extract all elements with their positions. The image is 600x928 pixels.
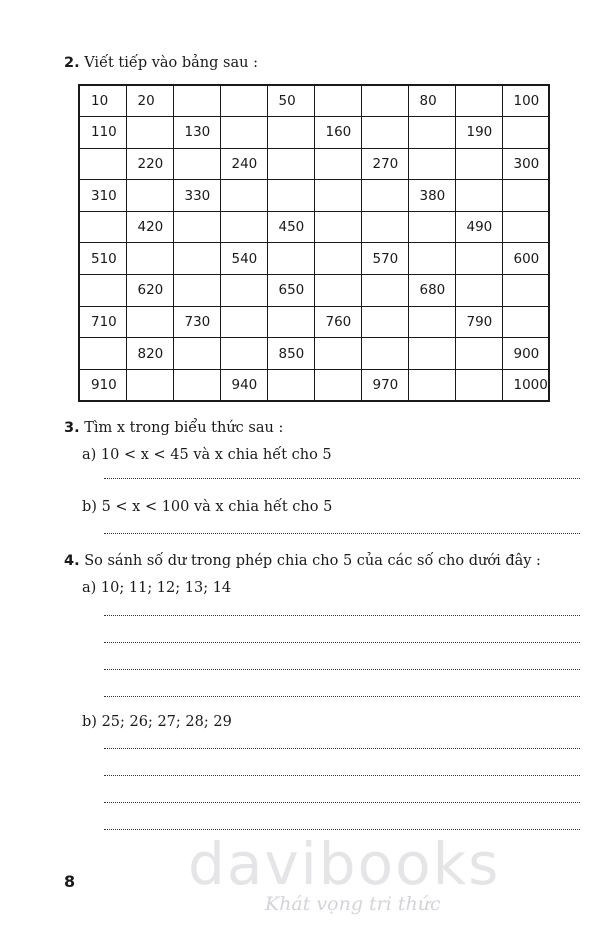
number-table xyxy=(78,84,550,402)
table-cell: 900 xyxy=(502,338,549,370)
table-cell xyxy=(408,338,455,370)
table-cell xyxy=(361,211,408,243)
answer-line-4a-2 xyxy=(104,642,580,643)
question-4b xyxy=(82,714,232,730)
table-row xyxy=(79,180,549,212)
table-cell: 620 xyxy=(126,275,173,307)
table-cell: 710 xyxy=(79,306,126,338)
table-cell xyxy=(220,306,267,338)
table-cell xyxy=(267,306,314,338)
table-cell xyxy=(220,85,267,117)
table-cell xyxy=(314,85,361,117)
question-3b-label: b) xyxy=(82,499,97,515)
table-cell: 20 xyxy=(126,85,173,117)
table-row xyxy=(79,243,549,275)
table-cell xyxy=(220,275,267,307)
table-cell xyxy=(126,306,173,338)
table-cell: 220 xyxy=(126,148,173,180)
table-cell xyxy=(126,180,173,212)
question-3a-text: 10 < x < 45 và x chia hết cho 5 xyxy=(100,447,332,463)
table-cell: 240 xyxy=(220,148,267,180)
table-cell: 130 xyxy=(173,117,220,149)
question-3-title xyxy=(64,420,283,436)
table-cell xyxy=(79,211,126,243)
table-cell xyxy=(361,180,408,212)
table-cell: 910 xyxy=(79,369,126,401)
table-cell xyxy=(267,148,314,180)
table-cell: 270 xyxy=(361,148,408,180)
table-cell xyxy=(502,117,549,149)
table-cell xyxy=(173,243,220,275)
watermark-logo: davibooks xyxy=(188,830,501,898)
table-cell xyxy=(314,148,361,180)
table-cell xyxy=(314,180,361,212)
page-number: 8 xyxy=(64,872,76,891)
table-row xyxy=(79,85,549,117)
table-cell xyxy=(267,369,314,401)
question-3-number: 3. xyxy=(64,420,80,436)
question-4-title xyxy=(64,553,541,569)
table-cell xyxy=(361,338,408,370)
table-cell: 680 xyxy=(408,275,455,307)
table-cell xyxy=(79,275,126,307)
table-cell: 600 xyxy=(502,243,549,275)
table-cell xyxy=(455,369,502,401)
question-3a xyxy=(82,447,332,463)
question-4-number: 4. xyxy=(64,553,80,569)
table-cell xyxy=(361,275,408,307)
table-cell: 380 xyxy=(408,180,455,212)
table-cell: 160 xyxy=(314,117,361,149)
table-cell: 820 xyxy=(126,338,173,370)
table-cell: 1000 xyxy=(502,369,549,401)
table-cell: 790 xyxy=(455,306,502,338)
table-cell xyxy=(173,275,220,307)
table-cell: 330 xyxy=(173,180,220,212)
table-cell xyxy=(408,148,455,180)
table-cell xyxy=(455,148,502,180)
table-cell: 10 xyxy=(79,85,126,117)
table-cell xyxy=(502,306,549,338)
table-cell xyxy=(79,338,126,370)
question-3b-text: 5 < x < 100 và x chia hết cho 5 xyxy=(101,499,333,515)
table-cell: 850 xyxy=(267,338,314,370)
table-cell xyxy=(455,180,502,212)
table-cell: 540 xyxy=(220,243,267,275)
table-cell: 570 xyxy=(361,243,408,275)
table-cell xyxy=(126,369,173,401)
table-cell xyxy=(314,369,361,401)
answer-line-4a-1 xyxy=(104,615,580,616)
table-cell xyxy=(408,306,455,338)
table-cell xyxy=(267,180,314,212)
table-row xyxy=(79,211,549,243)
question-4-text: So sánh số dư trong phép chia cho 5 của các số cho dưới đây : xyxy=(84,553,541,569)
question-4b-text: 25; 26; 27; 28; 29 xyxy=(101,714,232,730)
question-2-title xyxy=(64,55,258,71)
question-3-text: Tìm x trong biểu thức sau : xyxy=(84,420,284,436)
table-cell xyxy=(502,180,549,212)
table-cell: 190 xyxy=(455,117,502,149)
question-3a-label: a) xyxy=(82,447,97,463)
table-cell: 310 xyxy=(79,180,126,212)
answer-line-3b xyxy=(104,533,580,534)
table-cell xyxy=(408,243,455,275)
table-cell xyxy=(267,117,314,149)
table-cell xyxy=(408,369,455,401)
table-cell xyxy=(173,338,220,370)
table-row xyxy=(79,306,549,338)
table-cell xyxy=(126,243,173,275)
question-3b xyxy=(82,499,332,515)
table-cell: 650 xyxy=(267,275,314,307)
table-cell: 420 xyxy=(126,211,173,243)
table-row xyxy=(79,117,549,149)
table-cell xyxy=(173,85,220,117)
question-4a-label: a) xyxy=(82,580,97,596)
table-cell: 510 xyxy=(79,243,126,275)
table-cell xyxy=(79,148,126,180)
table-row xyxy=(79,338,549,370)
question-4b-label: b) xyxy=(82,714,97,730)
table-cell: 300 xyxy=(502,148,549,180)
table-cell xyxy=(314,243,361,275)
table-row xyxy=(79,148,549,180)
table-cell xyxy=(173,211,220,243)
answer-line-4b-2 xyxy=(104,775,580,776)
table-cell xyxy=(314,275,361,307)
table-cell xyxy=(220,338,267,370)
table-row xyxy=(79,369,549,401)
table-cell xyxy=(361,117,408,149)
answer-line-4a-3 xyxy=(104,669,580,670)
table-cell xyxy=(126,117,173,149)
table-cell: 940 xyxy=(220,369,267,401)
table-cell xyxy=(455,275,502,307)
answer-line-4a-4 xyxy=(104,696,580,697)
table-cell xyxy=(455,243,502,275)
watermark-slogan: Khát vọng tri thức xyxy=(265,893,441,915)
table-cell: 450 xyxy=(267,211,314,243)
table-cell: 490 xyxy=(455,211,502,243)
table-cell xyxy=(408,211,455,243)
table-cell xyxy=(455,85,502,117)
table-row xyxy=(79,275,549,307)
table-cell xyxy=(220,117,267,149)
table-cell: 730 xyxy=(173,306,220,338)
table-cell xyxy=(220,211,267,243)
table-cell xyxy=(173,369,220,401)
table-cell xyxy=(173,148,220,180)
table-cell: 970 xyxy=(361,369,408,401)
table-cell xyxy=(361,306,408,338)
table-cell xyxy=(361,85,408,117)
table-cell xyxy=(267,243,314,275)
question-4a-text: 10; 11; 12; 13; 14 xyxy=(100,580,232,596)
table-cell xyxy=(220,180,267,212)
table-cell: 760 xyxy=(314,306,361,338)
table-cell xyxy=(502,275,549,307)
answer-line-4b-1 xyxy=(104,748,580,749)
table-cell xyxy=(314,211,361,243)
table-cell xyxy=(502,211,549,243)
answer-line-4b-3 xyxy=(104,802,580,803)
question-2-number: 2. xyxy=(64,55,80,71)
question-2-text: Viết tiếp vào bảng sau : xyxy=(84,55,258,71)
table-cell xyxy=(408,117,455,149)
question-4a xyxy=(82,580,231,596)
table-cell xyxy=(455,338,502,370)
table-cell xyxy=(314,338,361,370)
table-cell: 100 xyxy=(502,85,549,117)
table-cell: 80 xyxy=(408,85,455,117)
table-cell: 110 xyxy=(79,117,126,149)
answer-line-3a xyxy=(104,478,580,479)
table-cell: 50 xyxy=(267,85,314,117)
